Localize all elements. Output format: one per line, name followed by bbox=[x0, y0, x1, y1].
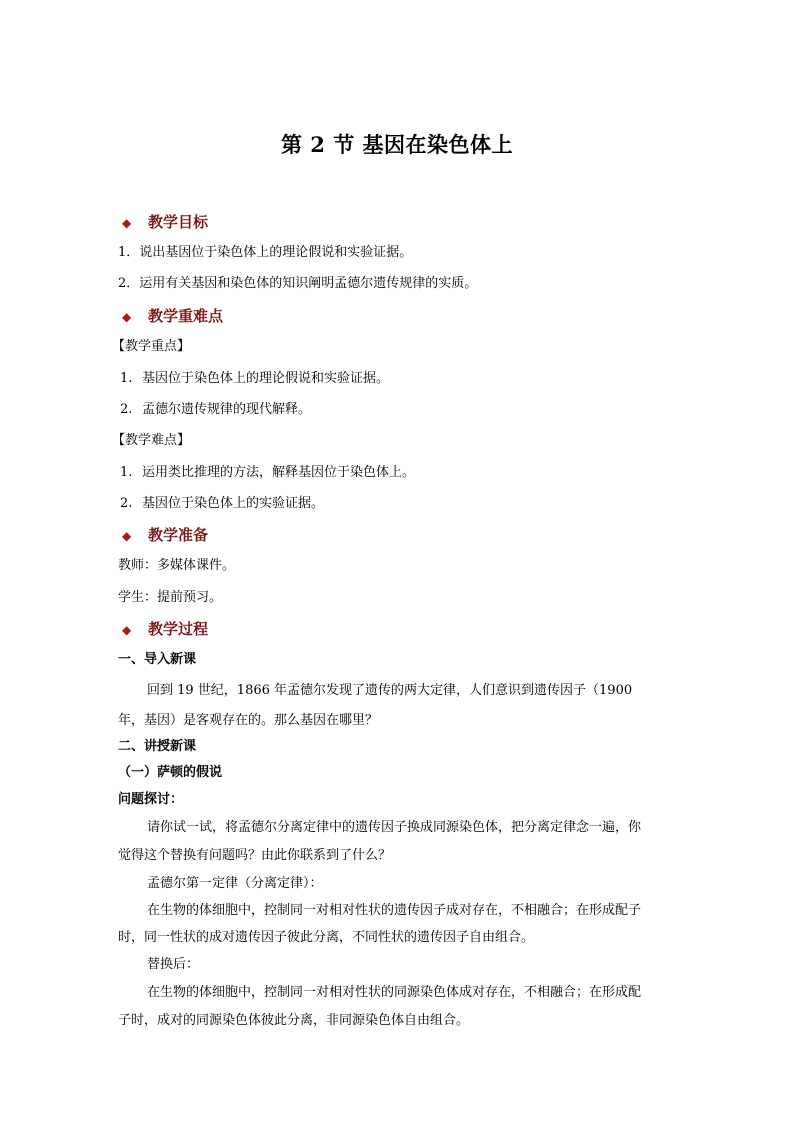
discussion-line-1: 请你试一试，将孟德尔分离定律中的遗传因子换成同源染色体，把分离定律念一遍，你 bbox=[147, 820, 642, 835]
discussion-label: 问题探讨： bbox=[118, 792, 184, 807]
diamond-icon: ◆ bbox=[122, 623, 132, 637]
section-heading-text: 教学目标 bbox=[148, 213, 209, 231]
list-item-text: 基因位于染色体上的理论假说和实验证据。 bbox=[142, 371, 390, 386]
goal-item-1: 1．说出基因位于染色体上的理论假说和实验证据。 bbox=[118, 245, 413, 260]
section-heading-text: 教学准备 bbox=[148, 526, 209, 544]
section-heading-text: 教学过程 bbox=[148, 620, 209, 638]
discussion-line-2: 觉得这个替换有问题吗？由此你联系到了什么？ bbox=[118, 848, 392, 863]
replaced-line-2: 子时，成对的同源染色体彼此分离，非同源染色体自由组合。 bbox=[118, 1013, 470, 1028]
difficult-points-label: 【教学难点】 bbox=[112, 433, 191, 448]
goal-item-2: 2．运用有关基因和染色体的知识阐明孟德尔遗传规律的实质。 bbox=[118, 276, 478, 291]
section-heading-goals bbox=[122, 211, 208, 234]
key-point-item-1 bbox=[120, 369, 690, 389]
diamond-icon: ◆ bbox=[122, 529, 132, 543]
key-point-item-2 bbox=[120, 400, 690, 420]
intro-paragraph-line-2: 年，基因）是客观存在的。那么基因在哪里？ bbox=[118, 713, 379, 728]
prep-student: 学生：提前预习。 bbox=[118, 590, 223, 605]
sub1-heading: （一）萨顿的假说 bbox=[118, 765, 223, 780]
part2-heading: 二、讲授新课 bbox=[118, 739, 197, 754]
replaced-label: 替换后： bbox=[147, 957, 200, 972]
section-heading-prep bbox=[122, 524, 208, 547]
list-number: 1. bbox=[120, 465, 133, 480]
list-item-text: 运用类比推理的方法，解释基因位于染色体上。 bbox=[142, 465, 416, 480]
law1-line-1: 在生物的体细胞中，控制同一对相对性状的遗传因子成对存在，不相融合；在形成配子 bbox=[147, 903, 642, 918]
law1-line-2: 时，同一性状的成对遗传因子彼此分离，不同性状的遗传因子自由组合。 bbox=[118, 930, 535, 945]
list-number: 2. bbox=[120, 496, 133, 511]
replaced-line-1: 在生物的体细胞中，控制同一对相对性状的同源染色体成对存在，不相融合；在形成配 bbox=[147, 985, 642, 1000]
section-heading-text: 教学重难点 bbox=[148, 307, 224, 325]
diamond-icon: ◆ bbox=[122, 310, 132, 324]
prep-teacher: 教师：多媒体课件。 bbox=[118, 558, 236, 573]
section-heading-key-difficult bbox=[122, 305, 223, 328]
diamond-icon: ◆ bbox=[122, 216, 132, 230]
list-item-text: 孟德尔遗传规律的现代解释。 bbox=[142, 402, 312, 417]
part1-heading: 一、导入新课 bbox=[118, 652, 197, 667]
difficult-point-item-2 bbox=[120, 494, 690, 514]
difficult-point-item-1 bbox=[120, 463, 690, 483]
key-points-label: 【教学重点】 bbox=[112, 339, 191, 354]
list-number: 1. bbox=[120, 371, 133, 386]
section-heading-process bbox=[122, 618, 208, 641]
list-item-text: 基因位于染色体上的实验证据。 bbox=[142, 496, 325, 511]
list-number: 2. bbox=[120, 402, 133, 417]
intro-paragraph-line-1: 回到 19 世纪，1866 年孟德尔发现了遗传的两大定律，人们意识到遗传因子（1900 bbox=[147, 683, 633, 698]
page-title: 第 2 节 基因在染色体上 bbox=[280, 132, 514, 157]
law1-label: 孟德尔第一定律（分离定律）： bbox=[147, 876, 323, 891]
